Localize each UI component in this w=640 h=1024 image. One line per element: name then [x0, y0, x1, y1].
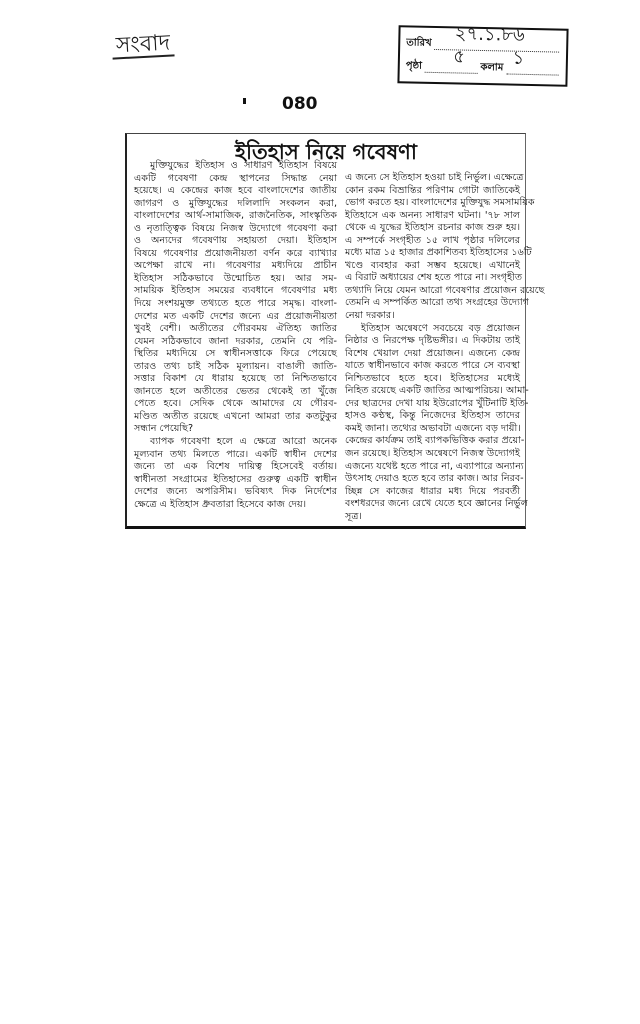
article-line: সাময়িক ইতিহাস সময়ের ব্যবধানে গবেষণার মধ্য: [134, 285, 337, 297]
archive-number: 080: [282, 94, 318, 114]
article-line: ইতিহাস অন্বেষণে সবচেয়ে বড় প্রয়োজন: [361, 322, 520, 334]
article-line: চ্ছিন্ন সে কাজের ধারার মধ্য দিয়ে পরবর্তী: [345, 485, 520, 497]
article-title: ইতিহাস নিয়ে গবেষণা: [235, 140, 417, 164]
stamp-column-label: কলাম: [480, 61, 504, 74]
article-line: মুক্তিযুদ্ধের ইতিহাস ও সাধারণ ইতিহাস বিষয়ে: [150, 160, 337, 171]
article-line: এ জন্যে সে ইতিহাস হওয়া চাই নির্ভুল। এক্ষেত্রে: [345, 172, 524, 183]
article-line: স্থিতির মধ্যদিয়ে সে স্বাধীনসত্তাকে ফিরে পেয়েছে: [134, 348, 337, 360]
article-line: কেন্দ্রের কার্যক্রম তাই ব্যাপকভিত্তিক করার প্রয়ো-: [345, 435, 525, 447]
article-line: ইতিহাসে এক অনন্য সাধারণ ঘটনা। '৭৮ সাল: [345, 209, 520, 221]
article-line: বিশেষ খেয়াল দেয়া প্রয়োজন। এজন্যে কেন্দ্র: [345, 347, 520, 359]
article-line: নিশ্চিতভাবে হতে হবে। ইতিহাসের মধ্যেই: [345, 372, 520, 384]
article-left-column: [134, 160, 337, 511]
article-line: সূত্র।: [345, 510, 362, 522]
article-line: তেমনি এ সম্পর্কিত আরো তথ্য সংগ্রহের উদ্যোগ: [345, 297, 529, 309]
stamp-column-value: ১: [512, 47, 525, 69]
article-line: মধ্যে মাত্র ১৫ হাজার প্রকাশিতব্য ইতিহাসের ১৬টি: [345, 247, 532, 259]
article-line: জাগরণ ও মুক্তিযুদ্ধের দলিলাদি সংকলন করা,: [134, 197, 337, 209]
article-line: থেকে এ যুদ্ধের ইতিহাস রচনার কাজ শুরু হয়।: [345, 222, 520, 234]
article-line: ভোগ করতে হয়। বাংলাদেশের মুক্তিযুদ্ধ সমসাময়িক: [345, 197, 535, 209]
article-line: বংশধরদের জন্যে রেখে যেতে হবে জ্ঞানের নির্ভুল: [345, 498, 528, 510]
article-line: ব্যাপক গবেষণা হলে এ ক্ষেত্রে আরো অনেক: [150, 436, 337, 448]
article-line: দেশের মত একটি দেশের জন্যে এর প্রয়োজনীয়তা: [134, 310, 337, 322]
article-line: উৎসাহ দেয়াও হতে হবে তার কাজ। আর নিরব-: [345, 473, 524, 485]
article-line: ইতিহাস সঠিকভাবে উন্মোচিত হয়। আর সম-: [134, 272, 337, 284]
article-line: জন্যে তা এক বিশেষ দায়িত্ব হিসেবেই বর্তায়।: [134, 461, 337, 473]
article-line: সত্তার বিকাশ যে ধারায় হয়েছে তা নিশ্চিতভাবে: [134, 373, 337, 385]
article-line: জন রয়েছে। ইতিহাস অন্বেষণে নিজস্ব উদ্যোগই: [345, 448, 520, 460]
clipping-stamp: [397, 25, 568, 87]
article-line: এ সম্পর্কে সংগৃহীত ১৫ লাখ পৃষ্ঠার দলিলের: [345, 234, 520, 246]
article-line: যেমন সঠিকভাবে জানা দরকার, তেমনি যে পরি-: [134, 335, 337, 347]
article-line: সন্ধান পেয়েছি?: [134, 423, 194, 435]
article-line: নিষ্ঠার ও নিরপেক্ষ দৃষ্টিভঙ্গীর। এ দিকটায় তাই: [345, 335, 520, 347]
article-line: অপেক্ষা রাখে না। গবেষণার মধ্যদিয়ে প্রাচীন: [134, 260, 337, 272]
article-line: খণ্ডে ব্যবহার করা সম্ভব হয়েছে। এখানেই: [345, 259, 520, 271]
article-line: যাতে স্বাধীনভাবে কাজ করতে পারে সে ব্যবস্থা: [345, 360, 520, 372]
article-line: নেয়া দরকার।: [345, 310, 395, 322]
article-line: হয়েছে। এ কেন্দ্রের কাজ হবে বাংলাদেশের জাতীয়: [134, 185, 337, 197]
stamp-page-value: ৫: [452, 46, 466, 68]
article-line: বাংলাদেশের আর্থ-সামাজিক, রাজনৈতিক, সাংস্কৃতিক: [134, 210, 337, 222]
article-line: দের ছাত্রদের দেখা যায় ইউরোপের খুঁটিনাটি ইতি-: [345, 397, 529, 409]
article-line: একটি গবেষণা কেন্দ্র স্থাপনের সিদ্ধান্ত নেয়া: [134, 172, 337, 184]
article-line: হাসও কণ্ঠস্থ, কিন্তু নিজেদের ইতিহাস তাদের: [345, 410, 520, 422]
article-line: কমই জানা। তথ্যের অভাবটা এজন্যে বড় দায়ী।: [345, 422, 521, 434]
stamp-date-value: ২৭.১.৮৬: [454, 23, 525, 46]
article-line: ও অন্যদের গবেষণায় সহায়তা দেয়া। ইতিহাস: [134, 235, 337, 247]
article-line: ও নৃতাত্ত্বিক বিষয়ে নিজস্ব উদ্যোগে গবেষণা করা: [134, 222, 337, 234]
article-line: নিহিত রয়েছে একটি জাতির আত্মপরিচয়। আমা-: [345, 385, 529, 397]
article-line: স্বাধীনতা সংগ্রামের ইতিহাসের গুরুত্ব একটি স্বাধীন: [134, 473, 337, 485]
article-line: ক্ষেত্রে এ ইতিহাস ধ্রুবতারা হিসেবে কাজ দেয়।: [134, 498, 307, 510]
article-line: এজন্যে যথেষ্ট হতে পারে না, এব্যাপারে অন্যান্য: [345, 460, 524, 472]
article-line: খুবই বেশী। অতীতের গৌরবময় ঐতিহ্য জাতির: [134, 323, 337, 335]
article-line: দিয়ে সংশয়মুক্ত তথ্যতে হতে পারে সমৃদ্ধ। বাংলা-: [134, 298, 337, 310]
article-line: তারও তথ্য চাই সঠিক মূল্যায়ন। বাঙালী জাতি-: [134, 360, 337, 372]
article-line: কোন রকম বিভ্রান্তির পরিণাম গোটা জাতিকেই: [345, 184, 520, 196]
article-line: তথ্যাদি নিয়ে যেমন আরো গবেষণার প্রয়োজন রয়েছে: [345, 284, 545, 296]
stamp-date-label: তারিখ: [406, 37, 432, 49]
stamp-page-row: [405, 46, 562, 78]
article-right-column: [345, 172, 545, 523]
article-line: দেশের জন্যে অপরিসীম। ভবিষ্যৎ দিক নির্দেশের: [134, 486, 337, 498]
stamp-page-label: পৃষ্ঠা: [405, 60, 423, 72]
newspaper-clipping: [125, 133, 545, 529]
article-line: বিষয়ে গবেষণার প্রয়োজনীয়তা বর্ণন করে ব্যাখ্যার: [134, 247, 337, 259]
article-line: এ বিরাট অধ্যায়ের শেষ হতে পারে না। সংগৃহীত: [345, 272, 523, 284]
newspaper-name-handwritten: সংবাদ: [111, 32, 174, 59]
article-line: জানতে হলে অতীতের ভেতর থেকেই তা খুঁজে: [134, 385, 337, 397]
article-line: মণ্ডিত অতীত রয়েছে এখনো আমরা তার কতটুকুর: [134, 410, 337, 422]
article-line: মূল্যবান তথ্য মিলতে পারে। একটি স্বাধীন দেশের: [134, 448, 337, 460]
ink-mark: [243, 98, 246, 104]
article-line: পেতে হবে। সেদিক থেকে আমাদের যে গৌরব-: [134, 398, 337, 410]
stamp-date-row: [406, 23, 562, 55]
